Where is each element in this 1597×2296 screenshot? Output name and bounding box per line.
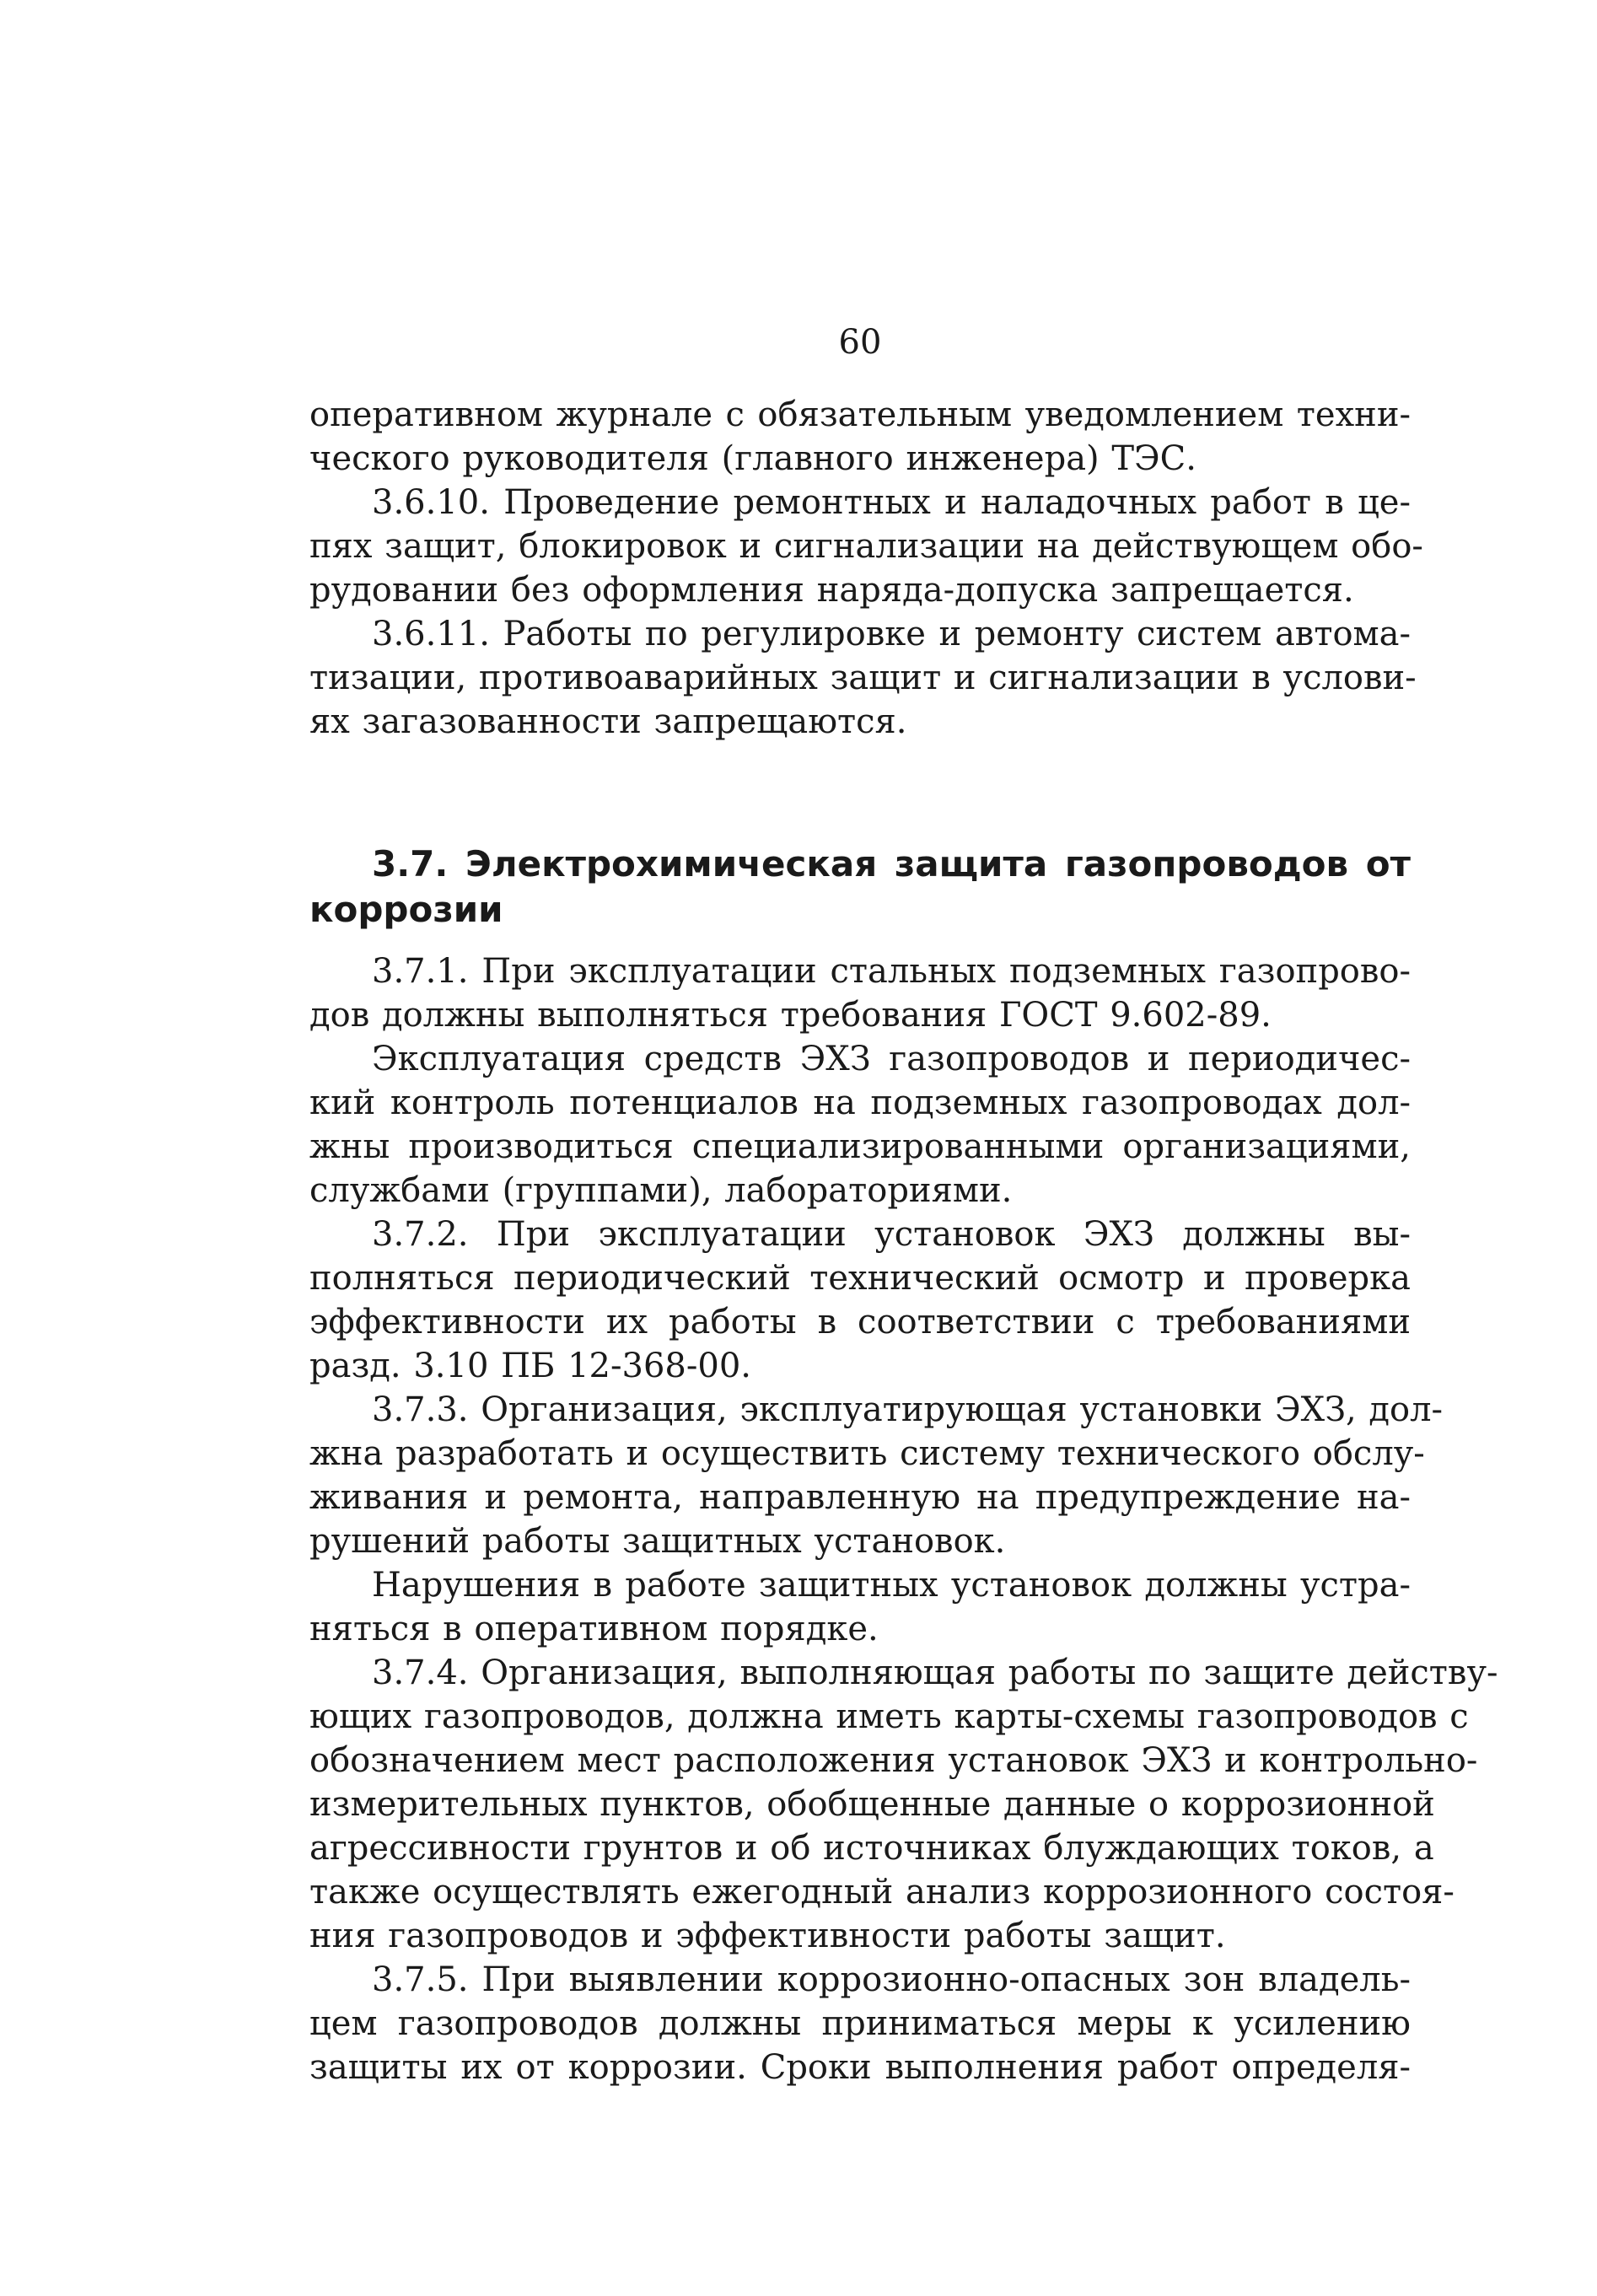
text-line: оперативном журнале с обязательным уведомлением техни-: [309, 395, 1411, 434]
text-line: защиты их от коррозии. Сроки выполнения работ определя-: [309, 2048, 1411, 2087]
text-line: 3.6.10. Проведение ремонтных и наладочных работ в це-: [372, 483, 1411, 522]
text-line: ях загазованности запрещаются.: [309, 702, 907, 741]
paragraph-3-7-2: [309, 1213, 1411, 1388]
text-line: службами (группами), лабораториями.: [309, 1171, 1013, 1210]
text-line: Эксплуатация средств ЭХЗ газопроводов и периодичес-: [372, 1040, 1411, 1078]
text-line: полняться периодический технический осмотр и проверка: [309, 1259, 1411, 1298]
text-line: 3.7.4. Организация, выполняющая работы по защите действу-: [372, 1653, 1498, 1692]
paragraph-3-7-1: [309, 949, 1411, 1037]
page-number: 60: [838, 323, 882, 362]
text-line: разд. 3.10 ПБ 12-368-00.: [309, 1347, 751, 1385]
text-line: ющих газопроводов, должна иметь карты-схемы газопроводов с: [309, 1697, 1469, 1736]
text-line: тизации, противоаварийных защит и сигнализации в услови-: [309, 659, 1417, 697]
text-line: также осуществлять ежегодный анализ коррозионного состоя-: [309, 1873, 1455, 1912]
heading-line: коррозии: [309, 889, 503, 930]
paragraph: [309, 393, 1411, 481]
text-line: 3.7.2. При эксплуатации установок ЭХЗ должны вы-: [372, 1215, 1411, 1254]
text-line: жна разработать и осуществить систему технического обслу-: [309, 1434, 1425, 1473]
text-line: 3.7.1. При эксплуатации стальных подземных газопрово-: [372, 952, 1411, 991]
text-line: обозначением мест расположения установок ЭХЗ и контрольно-: [309, 1741, 1478, 1780]
paragraph-3-6-10: [309, 481, 1423, 612]
text-line: ческого руководителя (главного инженера) ТЭС.: [309, 439, 1196, 478]
paragraph-3-7-4: [309, 1651, 1498, 1958]
text-line: 3.7.3. Организация, эксплуатирующая установки ЭХЗ, дол-: [372, 1390, 1444, 1429]
heading-line: 3.7. Электрохимическая защита газопроводов от: [372, 843, 1411, 885]
text-line: цем газопроводов должны приниматься меры к усилению: [309, 2004, 1411, 2043]
paragraph-3-6-11: [309, 612, 1417, 744]
text-line: живания и ремонта, направленную на предупреждение на-: [309, 1478, 1411, 1517]
text-line: рушений работы защитных установок.: [309, 1522, 1006, 1561]
text-line: жны производиться специализированными организациями,: [309, 1127, 1411, 1166]
text-line: ния газопроводов и эффективности работы защит.: [309, 1917, 1226, 1955]
paragraph-3-7-3: [309, 1388, 1444, 1563]
text-line: агрессивности грунтов и об источниках блуждающих токов, а: [309, 1829, 1434, 1868]
paragraph-3-7-5: [309, 1958, 1411, 2089]
text-line: 3.6.11. Работы по регулировке и ремонту систем автома-: [372, 615, 1411, 653]
text-line: кий контроль потенциалов на подземных газопроводах дол-: [309, 1083, 1411, 1122]
body-text: [309, 393, 1498, 2089]
text-line: 3.7.5. При выявлении коррозионно-опасных зон владель-: [372, 1960, 1411, 1999]
text-line: измерительных пунктов, обобщенные данные о коррозионной: [309, 1785, 1435, 1824]
text-line: Нарушения в работе защитных установок должны устра-: [372, 1566, 1411, 1605]
text-line: дов должны выполняться требования ГОСТ 9.602-89.: [309, 996, 1272, 1035]
text-line: эффективности их работы в соответствии с требованиями: [309, 1303, 1411, 1342]
paragraph: [309, 1563, 1411, 1651]
text-line: пях защит, блокировок и сигнализации на действующем обо-: [309, 527, 1423, 566]
text-line: рудовании без оформления наряда-допуска запрещается.: [309, 571, 1354, 610]
section-heading: [309, 842, 1411, 933]
text-line: няться в оперативном порядке.: [309, 1610, 879, 1648]
paragraph: [309, 1037, 1411, 1213]
